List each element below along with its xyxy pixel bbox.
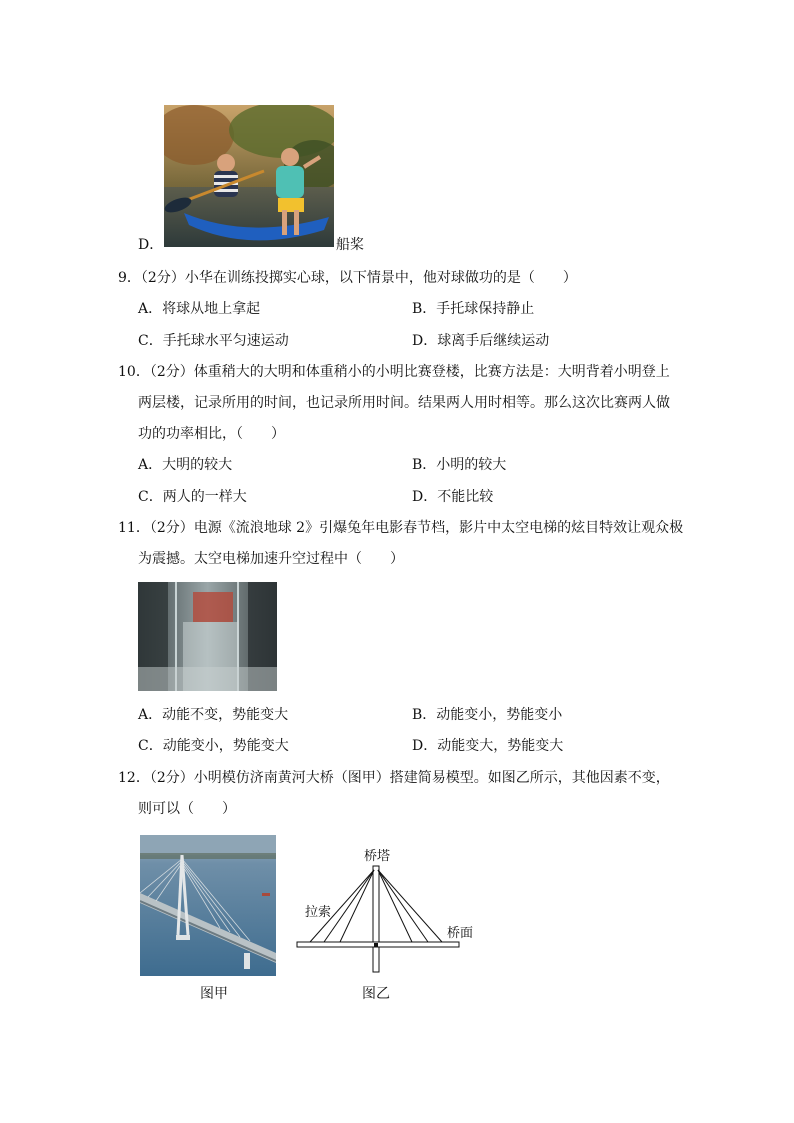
q11-option-c: C．动能变小，势能变大 xyxy=(138,738,289,754)
fig-b-caption: 图乙 xyxy=(362,986,390,1002)
q10-stem-line-3: 功的功率相比，（ ） xyxy=(138,426,285,442)
q10-option-b: B．小明的较大 xyxy=(412,457,507,473)
q9-stem: 9．（2分）小华在训练投掷实心球，以下情景中，他对球做功的是（ ） xyxy=(118,270,577,286)
fig-a-caption: 图甲 xyxy=(200,986,228,1002)
q9-option-b: B．手托球保持静止 xyxy=(412,301,535,317)
q8-option-d-label: D． xyxy=(138,237,164,253)
q12-stem-line-2: 则可以（ ） xyxy=(138,801,236,817)
q12-stem-line-1: 12．（2分）小明模仿济南黄河大桥（图甲）搭建简易模型。如图乙所示，其他因素不变， xyxy=(118,770,670,786)
canoe-photo xyxy=(164,105,334,247)
q9-option-a: A．将球从地上拿起 xyxy=(138,301,261,317)
q10-option-c: C．两人的一样大 xyxy=(138,489,247,505)
q11-option-d: D．动能变大，势能变大 xyxy=(412,738,564,754)
q9-option-d: D．球离手后继续运动 xyxy=(412,333,550,349)
q10-stem-line-2: 两层楼，记录所用的时间，也记录所用时间。结果两人用时相等。那么这次比赛两人做 xyxy=(138,395,670,411)
q11-option-b: B．动能变小，势能变小 xyxy=(412,707,563,723)
bridge-photo xyxy=(140,835,276,976)
q8-option-d-text: 船桨 xyxy=(336,237,364,253)
q11-stem-line-1: 11．（2分）电源《流浪地球 2》引爆兔年电影春节档，影片中太空电梯的炫目特效让观众极 xyxy=(118,520,684,536)
label-tower: 桥塔 xyxy=(364,849,391,864)
q10-option-a: A．大明的较大 xyxy=(138,457,233,473)
q11-stem-line-2: 为震撼。太空电梯加速升空过程中（ ） xyxy=(138,551,404,567)
q10-stem-line-1: 10．（2分）体重稍大的大明和体重稍小的小明比赛登楼，比赛方法是：大明背着小明登上 xyxy=(118,364,670,380)
q10-option-d: D．不能比较 xyxy=(412,489,494,505)
q11-option-a: A．动能不变，势能变大 xyxy=(138,707,289,723)
label-deck: 桥面 xyxy=(447,926,474,941)
q9-option-c: C．手托球水平匀速运动 xyxy=(138,333,289,349)
label-cable: 拉索 xyxy=(305,905,332,920)
space-elevator-photo xyxy=(138,582,277,691)
